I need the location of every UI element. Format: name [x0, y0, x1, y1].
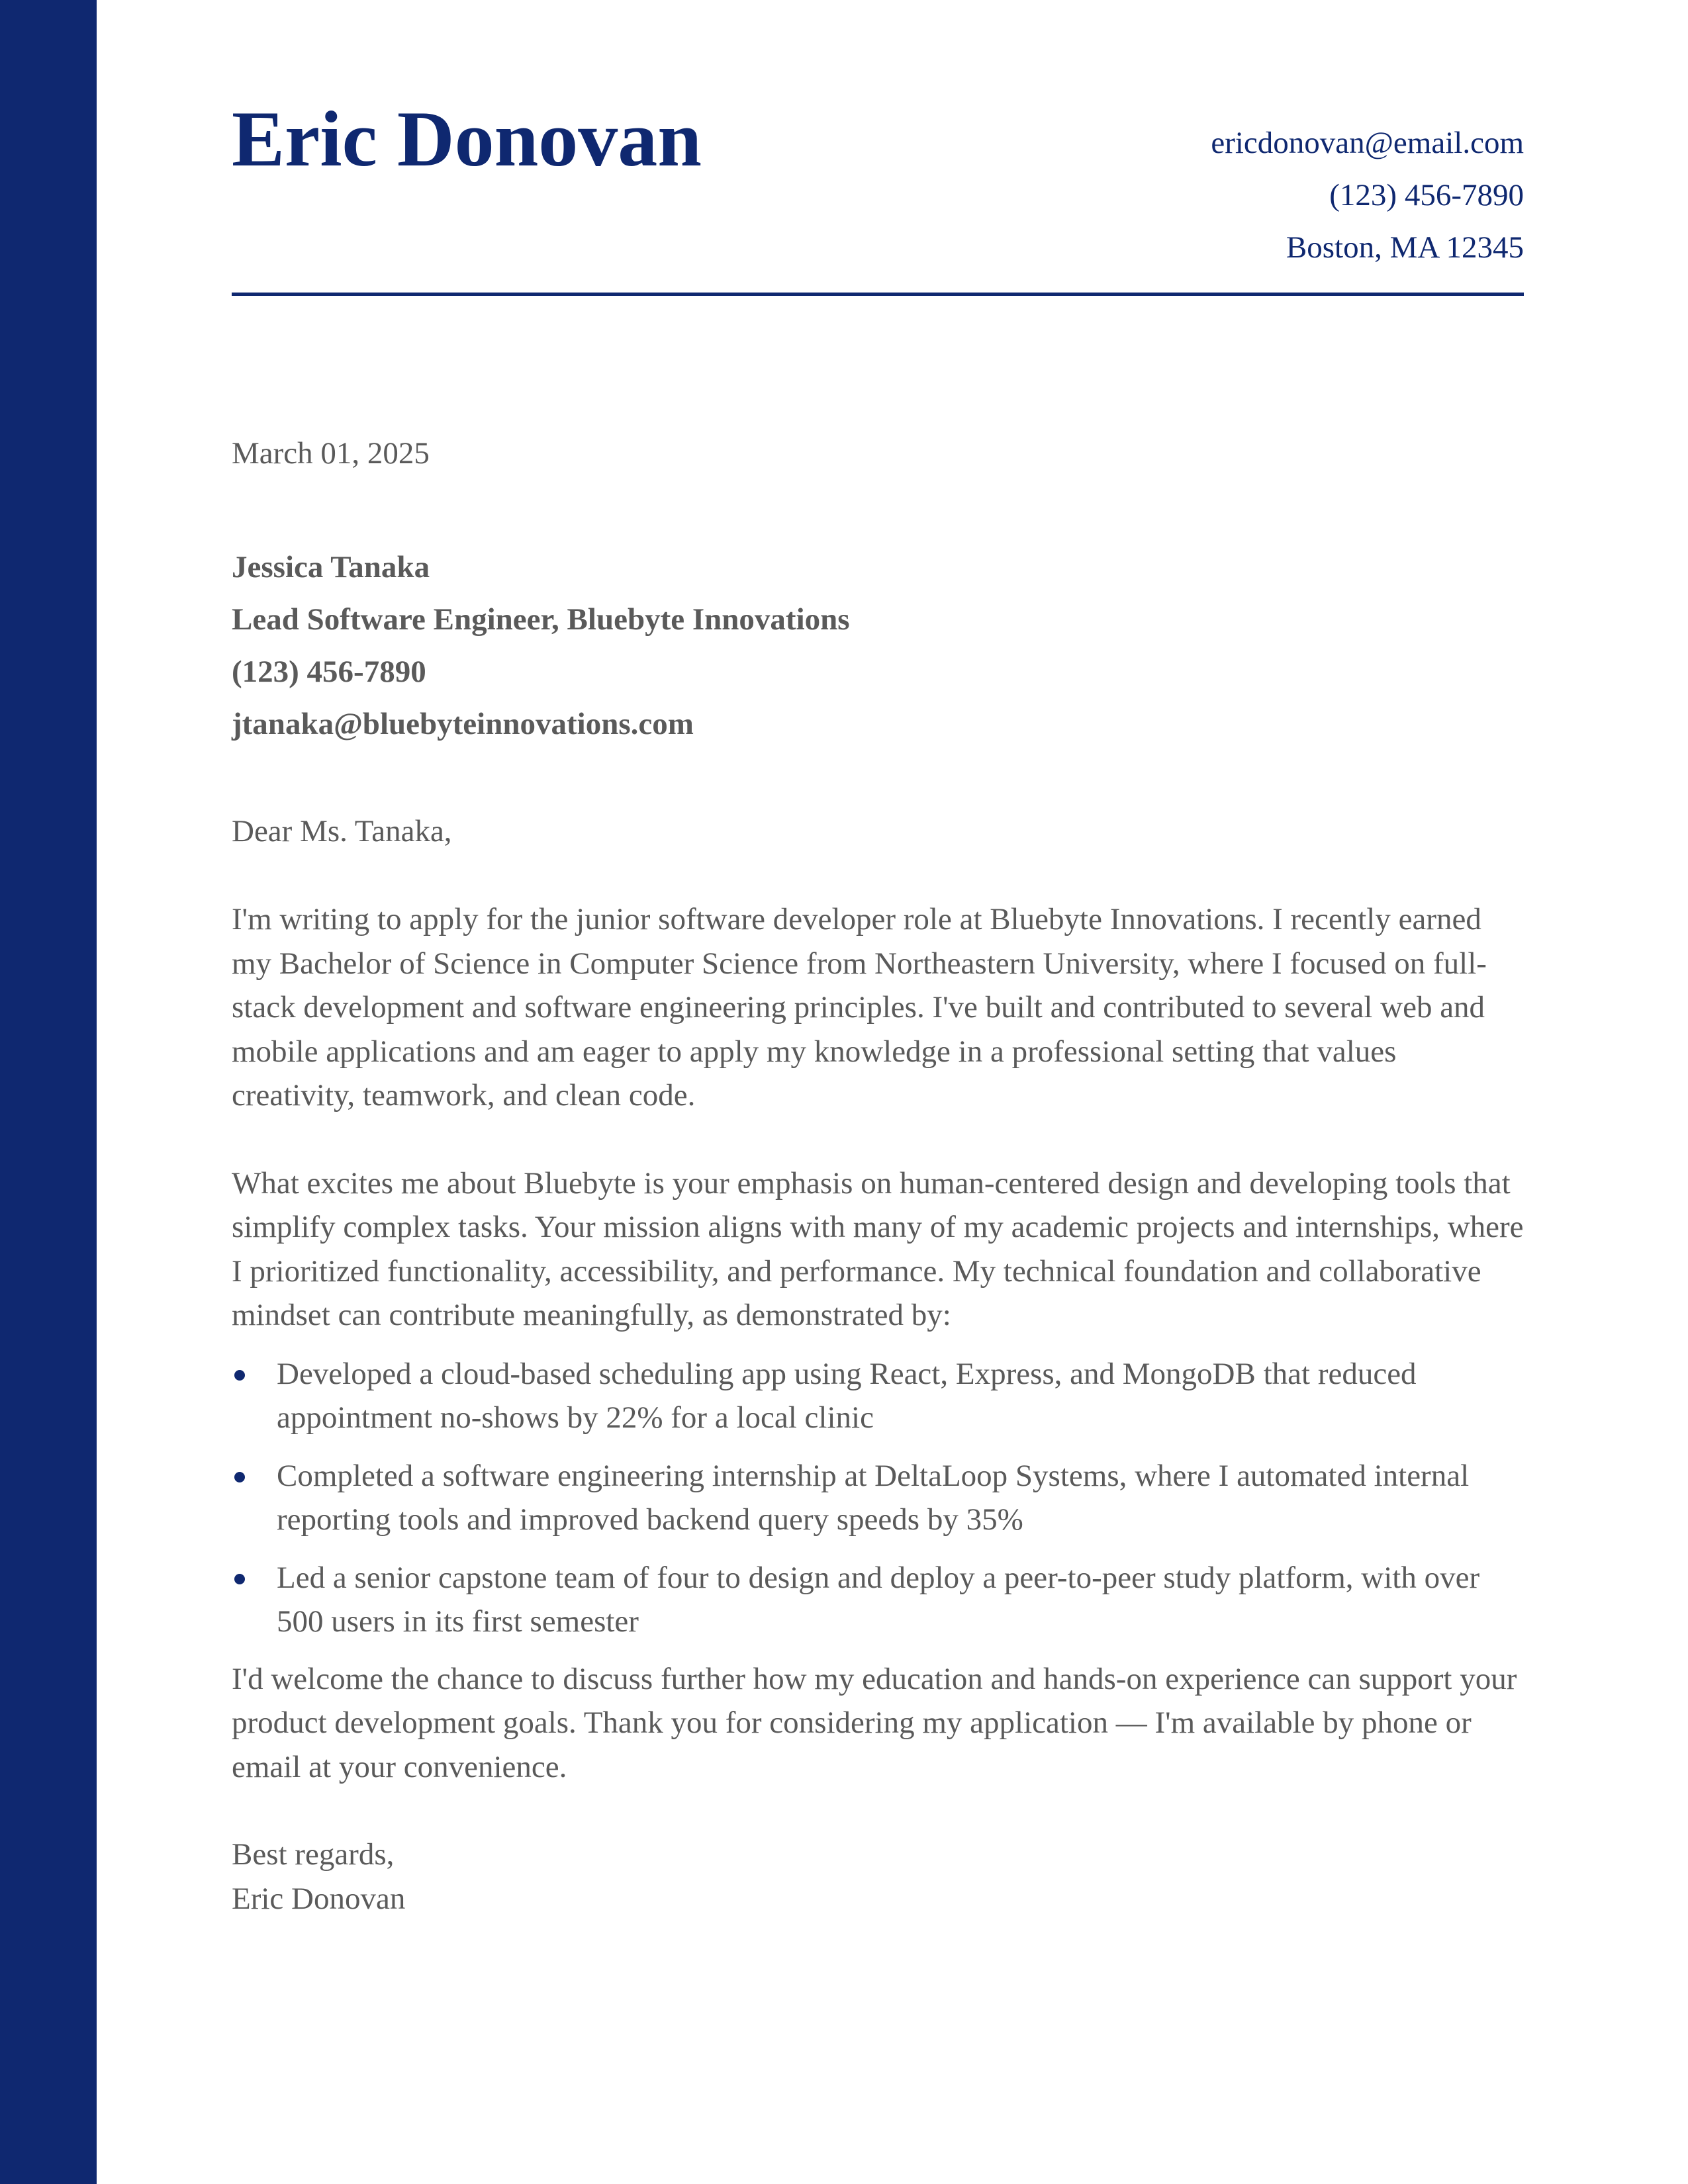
recipient-block	[232, 541, 850, 751]
recipient-name: Jessica Tanaka	[232, 550, 430, 584]
bullet-icon	[234, 1574, 245, 1584]
header-divider	[232, 293, 1524, 296]
sender-contact	[1211, 117, 1524, 274]
sender-email[interactable]: ericdonovan@email.com	[1211, 126, 1524, 160]
salutation: Dear Ms. Tanaka,	[232, 814, 452, 848]
paragraph-intro: I'm writing to apply for the junior software developer role at Bluebyte Innovations. I recently earned my Bachelor of Science in Computer Science from Northeastern University, where I focused on full-stack development and software engineering principles. I've built and contributed to several web and mobile applications and am eager to apply my knowledge in a professional setting that values creativity, teamwork, and clean code.	[232, 902, 1487, 1113]
paragraph-motivation: What excites me about Bluebyte is your emphasis on human-centered design and developing tools that simplify complex tasks. Your mission aligns with many of my academic projects and internships, where I prioritized functionality, accessibility, and performance. My technical foundation and collaborative mindset can contribute meaningfully, as demonstrated by:	[232, 1165, 1524, 1332]
achievements-list	[232, 1352, 1524, 1644]
recipient-phone[interactable]: (123) 456-7890	[232, 655, 426, 689]
paragraph-closing: I'd welcome the chance to discuss further how my education and hands-on experience can support your product development goals. Thank you for considering my application — I'm available by phone or email at your convenience.	[232, 1661, 1517, 1784]
letter-date: March 01, 2025	[232, 436, 430, 471]
signature: Eric Donovan	[232, 1881, 406, 1916]
valediction: Best regards,	[232, 1837, 395, 1872]
sidebar-accent-bar	[0, 0, 97, 2184]
list-item	[232, 1454, 1524, 1542]
cover-letter-page	[232, 0, 1524, 1916]
list-item	[232, 1556, 1524, 1644]
sender-name: Eric Donovan	[232, 95, 702, 183]
list-item-text: Completed a software engineering internship at DeltaLoop Systems, where I automated internal reporting tools and improved backend query speeds by 35%	[277, 1458, 1470, 1537]
list-item-text: Led a senior capstone team of four to design and deploy a peer-to-peer study platform, with over 500 users in its first semester	[277, 1560, 1480, 1639]
bullet-icon	[234, 1472, 245, 1482]
recipient-title: Lead Software Engineer, Bluebyte Innovations	[232, 602, 850, 637]
list-item	[232, 1352, 1524, 1440]
bullet-icon	[234, 1370, 245, 1381]
letter-header	[232, 0, 1524, 298]
recipient-email[interactable]: jtanaka@bluebyteinnovations.com	[232, 707, 694, 741]
list-item-text: Developed a cloud-based scheduling app using React, Express, and MongoDB that reduced appointment no-shows by 22% for a local clinic	[277, 1356, 1417, 1435]
closing-block	[232, 1833, 1524, 1921]
sender-location: Boston, MA 12345	[1286, 230, 1524, 265]
sender-phone[interactable]: (123) 456-7890	[1329, 178, 1524, 212]
letter-body	[232, 897, 1524, 1921]
